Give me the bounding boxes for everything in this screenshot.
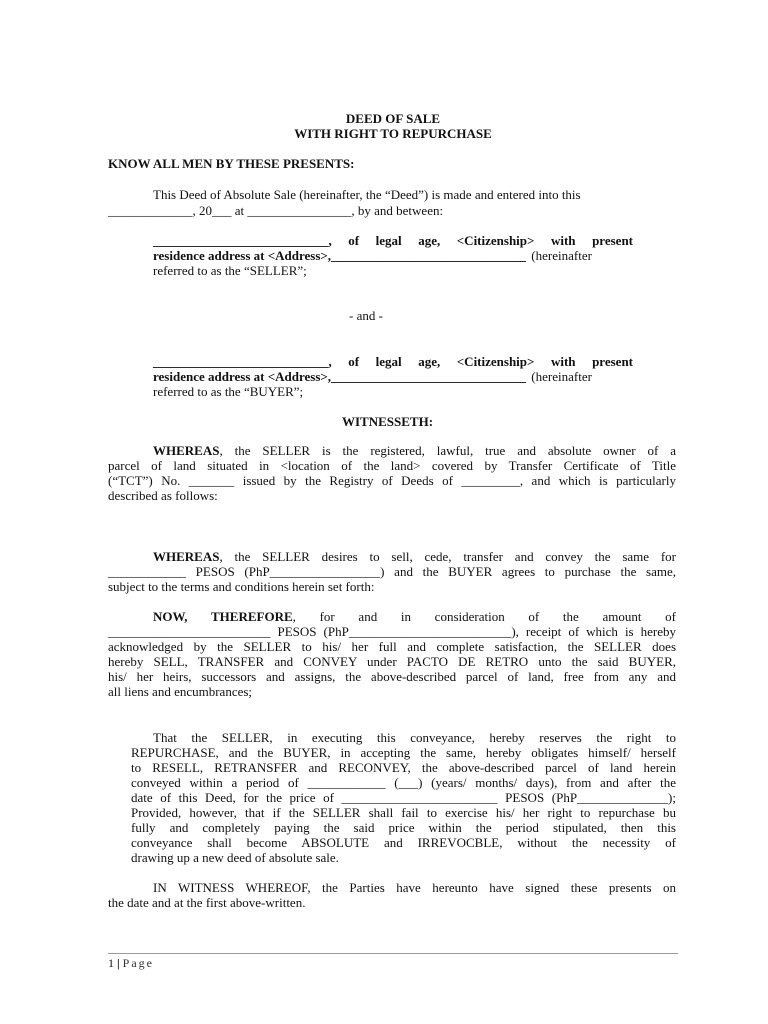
repurchase-line: Provided, however, that if the SELLER shall fail to exercise his/ her right to repurchase bu xyxy=(131,805,676,820)
repurchase-line: REPURCHASE, and the BUYER, in accepting the same, hereby obligates himself/ herself xyxy=(131,745,676,760)
whereas-2-text: , the SELLER desires to sell, cede, transfer and convey the same for xyxy=(219,549,676,564)
whereas-2-line: subject to the terms and conditions herein set forth: xyxy=(108,579,375,594)
now-therefore-line: his/ her heirs, successors and assigns, the above-described parcel of land, free from any and xyxy=(108,669,676,684)
and-separator: - and - xyxy=(349,308,383,323)
repurchase-line: to RESELL, RETRANSFER and RECONVEY, the above-described parcel of land herein xyxy=(131,760,676,775)
footer-rule xyxy=(108,953,678,954)
witness-whereof-line: the date and at the first above-written. xyxy=(108,895,306,910)
now-therefore-bold: NOW, THEREFORE xyxy=(153,609,293,624)
whereas-1-bold: WHEREAS xyxy=(153,443,220,458)
now-therefore-line xyxy=(153,609,676,624)
seller-hereinafter-text: (hereinafter xyxy=(531,248,592,263)
repurchase-line: conveyance shall become ABSOLUTE and IRREVOCBLE, without the necessity of xyxy=(131,835,676,850)
now-therefore-line: hereby SELL, TRANSFER and CONVEY under PACTO DE RETRO unto the said BUYER, xyxy=(108,654,676,669)
preamble-heading: KNOW ALL MEN BY THESE PRESENTS: xyxy=(108,156,355,171)
witness-whereof-line: IN WITNESS WHEREOF, the Parties have hereunto have signed these presents on xyxy=(153,880,676,895)
title-line-2: WITH RIGHT TO REPURCHASE xyxy=(294,126,492,141)
whereas-2-bold: WHEREAS xyxy=(153,549,220,564)
page-label: Page xyxy=(122,956,154,970)
repurchase-line: conveyed within a period of ____________ (___) (years/ months/ days), from and after the xyxy=(131,775,676,790)
seller-line xyxy=(153,248,592,263)
now-therefore-text: , for and in consideration of the amount of xyxy=(292,609,676,624)
witnesseth-heading: WITNESSETH: xyxy=(342,414,434,429)
intro-line: _____________, 20___ at ________________, by and between: xyxy=(108,203,444,218)
whereas-1-line: (“TCT”) No. _______ issued by the Registry of Deeds of _________, and which is particularly xyxy=(108,473,676,488)
seller-line: referred to as the “SELLER”; xyxy=(153,263,307,278)
whereas-1-text: , the SELLER is the registered, lawful, true and absolute owner of a xyxy=(219,443,676,458)
now-therefore-line: _________________________ PESOS (PhP_________________________), receipt of which is hereby xyxy=(108,624,676,639)
repurchase-line: date of this Deed, for the price of ________________________ PESOS (PhP______________); xyxy=(131,790,676,805)
buyer-line: referred to as the “BUYER”; xyxy=(153,384,304,399)
whereas-1-line: parcel of land situated in <location of the land> covered by Transfer Certificate of Title xyxy=(108,458,676,473)
whereas-1-line: described as follows: xyxy=(108,488,218,503)
now-therefore-line: all liens and encumbrances; xyxy=(108,684,253,699)
repurchase-line: fully and completely paying the said price within the period stipulated, then this xyxy=(131,820,676,835)
seller-line: ___________________________, of legal age, <Citizenship> with present xyxy=(153,233,633,248)
whereas-1-line xyxy=(153,443,676,458)
buyer-address-text: residence address at <Address>,______________________________ xyxy=(153,369,527,384)
seller-address-text: residence address at <Address>,______________________________ xyxy=(153,248,527,263)
buyer-line xyxy=(153,369,592,384)
repurchase-line: drawing up a new deed of absolute sale. xyxy=(131,850,339,865)
page-separator: | xyxy=(117,956,120,970)
page-footer xyxy=(108,956,154,970)
title-line-1: DEED OF SALE xyxy=(345,111,441,126)
whereas-2-line xyxy=(153,549,676,564)
buyer-hereinafter-text: (hereinafter xyxy=(531,369,592,384)
page-number: 1 xyxy=(108,956,114,970)
whereas-2-line: ____________ PESOS (PhP_________________) and the BUYER agrees to purchase the same, xyxy=(108,564,676,579)
intro-line: This Deed of Absolute Sale (hereinafter, the “Deed”) is made and entered into this xyxy=(153,187,581,202)
now-therefore-line: acknowledged by the SELLER to his/ her full and complete satisfaction, the SELLER does xyxy=(108,639,676,654)
repurchase-line: That the SELLER, in executing this conveyance, hereby reserves the right to xyxy=(153,730,676,745)
buyer-line: ___________________________, of legal age, <Citizenship> with present xyxy=(153,354,633,369)
